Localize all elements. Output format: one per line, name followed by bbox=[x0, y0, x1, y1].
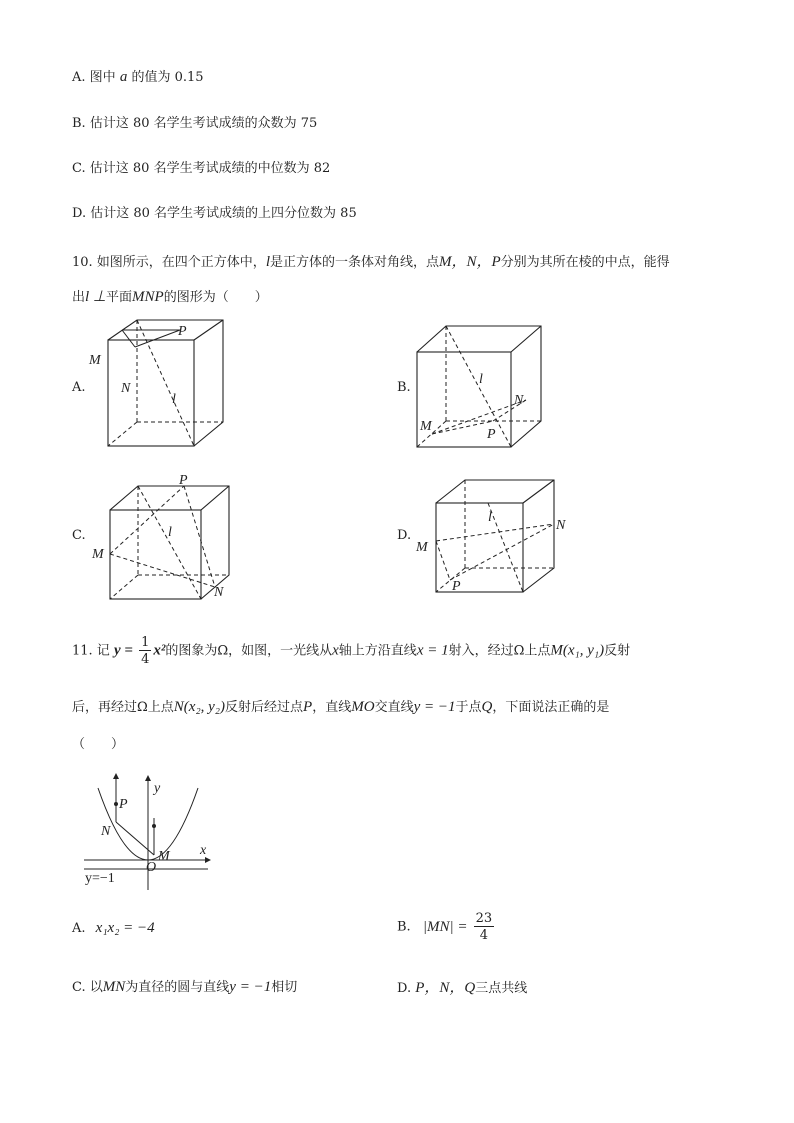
label-n: N bbox=[121, 381, 131, 396]
label-m: M bbox=[420, 419, 432, 434]
q10-fig-c-label: C. bbox=[72, 528, 86, 543]
label-l: l bbox=[168, 525, 172, 540]
label-p: P bbox=[487, 427, 496, 442]
q11-stem-line2: 后，再经过Ω上点N(x₂, y₂)反射后经过点P，直线MO交直线y = −1于点Q，下面说法正确的是 bbox=[72, 699, 610, 715]
label-n: N bbox=[556, 518, 566, 533]
label-m: M bbox=[89, 353, 101, 368]
cube-figure-a bbox=[85, 320, 245, 455]
cube-figure-b bbox=[410, 320, 570, 455]
label-p: P bbox=[119, 797, 128, 812]
cube-figure-d bbox=[410, 468, 580, 603]
label-y-line: y=−1 bbox=[85, 871, 115, 886]
arrow-point bbox=[152, 824, 156, 828]
label-n: N bbox=[514, 393, 524, 408]
q10-fig-d-label: D. bbox=[397, 528, 412, 543]
label-m: M bbox=[92, 547, 104, 562]
label-o: O bbox=[146, 860, 157, 875]
q10-fig-b-label: B. bbox=[397, 380, 411, 395]
point-p bbox=[114, 802, 118, 806]
q11-option-b: B. |MN| = $\frac{23}{4}$ bbox=[397, 911, 493, 943]
label-n: N bbox=[214, 585, 224, 600]
label-l: l bbox=[488, 510, 492, 525]
fraction-23-4: $\frac{23}{4}$ bbox=[475, 911, 493, 943]
label-l: l bbox=[479, 372, 483, 387]
label-m: M bbox=[158, 849, 170, 864]
q10-stem-line1: 10. 如图所示，在四个正方体中，l是正方体的一条体对角线，点M，N，P分别为其所在棱的中点，能得 bbox=[72, 254, 670, 270]
label-y: y bbox=[154, 781, 161, 796]
q10-fig-a-label: A. bbox=[72, 380, 86, 395]
label-m: M bbox=[416, 540, 428, 555]
q11-option-c: C. 以MN为直径的圆与直线y = −1相切 bbox=[72, 979, 298, 995]
q11-option-d: D. P，N，Q三点共线 bbox=[397, 980, 528, 996]
q9-option-c: C. 估计这 80 名学生考试成绩的中位数为 82 bbox=[72, 161, 331, 176]
cube-figure-c bbox=[85, 468, 245, 603]
label-p: P bbox=[452, 579, 461, 594]
q9-option-b: B. 估计这 80 名学生考试成绩的众数为 75 bbox=[72, 116, 318, 131]
label-p: P bbox=[178, 324, 187, 339]
q9-option-a: A. 图中 a 的值为 0.15 bbox=[72, 69, 204, 85]
label-x: x bbox=[200, 843, 207, 858]
fraction-one-quarter: $\frac{1}{4}$ bbox=[141, 635, 150, 667]
q11-stem-line3: （ ） bbox=[72, 737, 125, 752]
label-p: P bbox=[179, 473, 188, 488]
q11-option-a: A. x₁x₂ = −4 bbox=[72, 920, 155, 936]
q10-stem-line2: 出l ⊥平面MNP的图形为（ ） bbox=[72, 289, 268, 305]
parabola-figure bbox=[80, 772, 215, 892]
label-n: N bbox=[101, 824, 111, 839]
q9-option-d: D. 估计这 80 名学生考试成绩的上四分位数为 85 bbox=[72, 206, 357, 221]
q11-stem-line1: 11. 记 y = $\frac{1}{4}$ x²的图象为Ω，如图，一光线从x轴上方沿直线x = 1射入，经过Ω上点M(x₁, y₁)反射 bbox=[72, 635, 631, 667]
label-l: l bbox=[172, 392, 176, 407]
